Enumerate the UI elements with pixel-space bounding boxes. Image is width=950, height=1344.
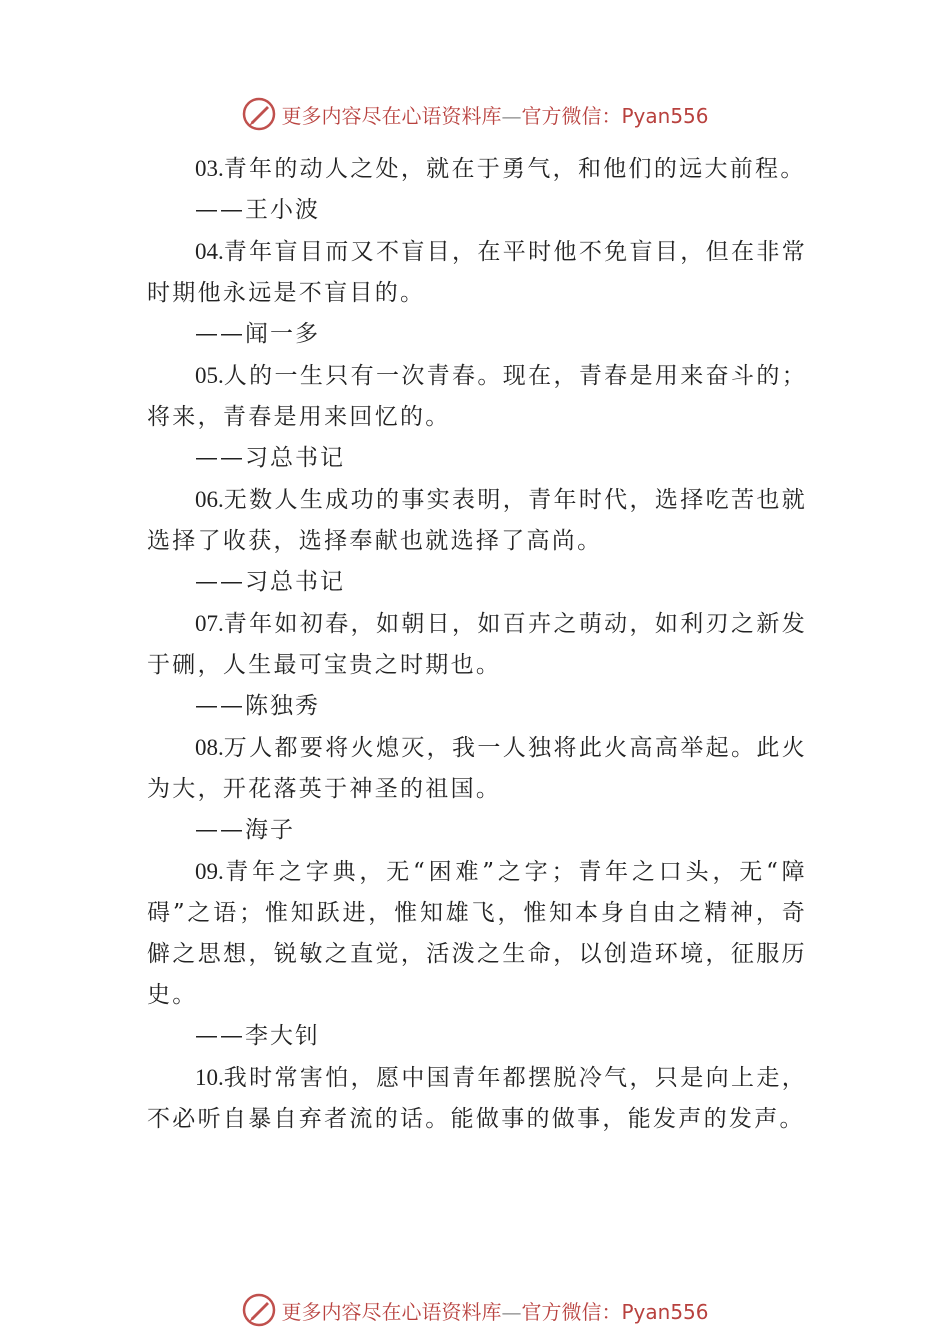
quote-09: 09.青年之字典，无“困难”之字；青年之口头，无“障碍”之语；惟知跃进，惟知雄飞，惟知本身自由之精神，奇僻之思想，锐敏之直觉，活泼之生命，以创造环境，征服历史。 [147, 859, 807, 1008]
quote-08: 08.万人都要将火熄灭，我一人独将此火高高举起。此火为大，开花落英于神圣的祖国。 [147, 735, 807, 802]
footer-banner [0, 1290, 950, 1330]
author-09: ——李大钊 [195, 1023, 320, 1049]
quote-04: 04.青年盲目而又不盲目，在平时他不免盲目，但在非常时期他永远是不盲目的。 [147, 239, 807, 306]
quote-10: 10.我时常害怕，愿中国青年都摆脱冷气，只是向上走，不必听自暴自弃者流的话。能做事的做事，能发声的发声。 [147, 1065, 807, 1132]
banner-text: 更多内容尽在心语资料库—官方微信：Pyan556 [281, 1299, 709, 1324]
banner-text: 更多内容尽在心语资料库—官方微信：Pyan556 [281, 103, 709, 128]
header-banner [0, 94, 950, 134]
quote-05: 05.人的一生只有一次青春。现在，青春是用来奋斗的；将来，青春是用来回忆的。 [147, 363, 807, 430]
quote-06: 06.无数人生成功的事实表明，青年时代，选择吃苦也就选择了收获，选择奉献也就选择了高尚。 [147, 487, 807, 554]
author-03: ——王小波 [195, 197, 320, 223]
author-08: ——海子 [195, 817, 295, 843]
pen-logo-icon [241, 1292, 277, 1328]
pen-logo-icon [241, 96, 277, 132]
quote-list [147, 148, 807, 1140]
quote-03: 03.青年的动人之处，就在于勇气，和他们的远大前程。 [195, 156, 806, 182]
quote-07: 07.青年如初春，如朝日，如百卉之萌动，如利刃之新发于硎，人生最可宝贵之时期也。 [147, 611, 807, 678]
author-04: ——闻一多 [195, 321, 320, 347]
author-05: ——习总书记 [195, 445, 345, 471]
author-06: ——习总书记 [195, 569, 345, 595]
author-07: ——陈独秀 [195, 693, 320, 719]
